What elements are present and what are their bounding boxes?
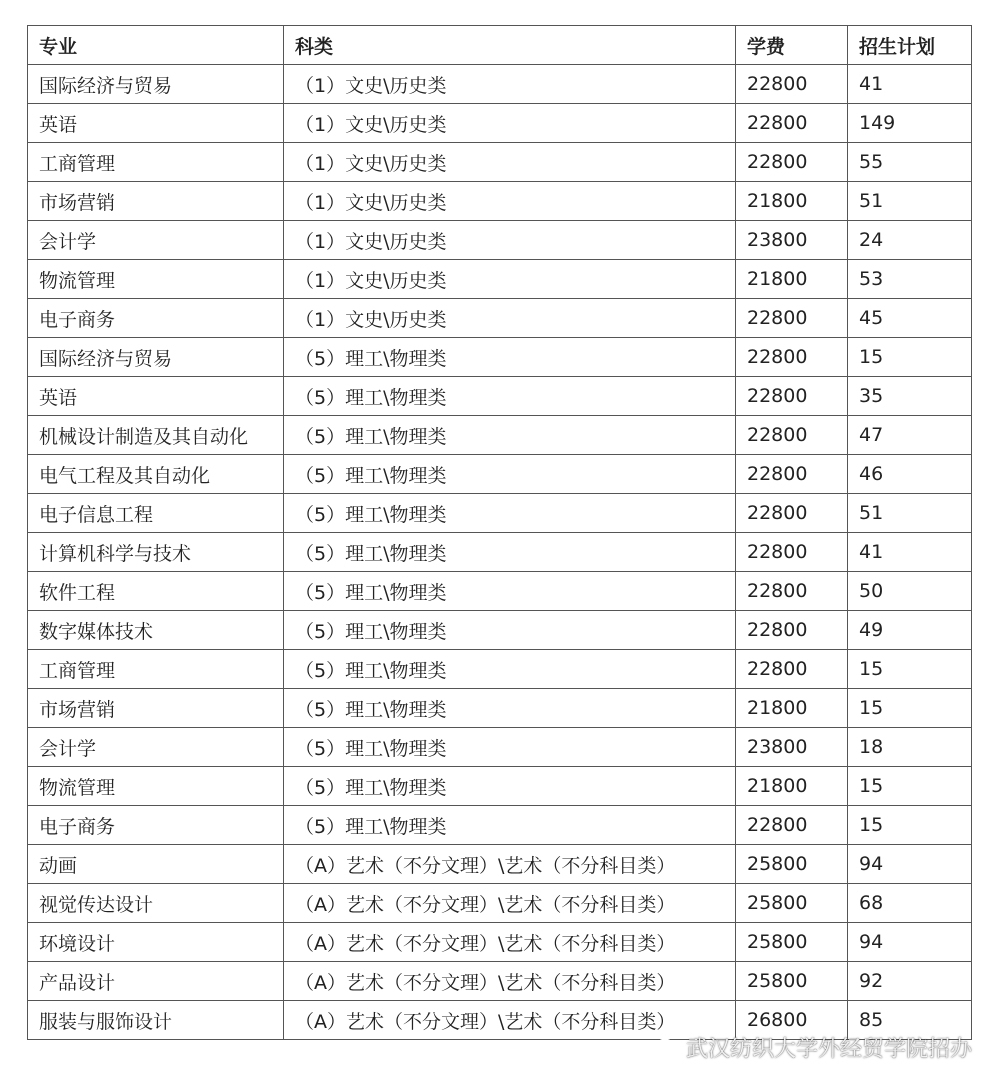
cell-plan: 18: [848, 728, 972, 767]
cell-major: 视觉传达设计: [28, 884, 284, 923]
cell-major: 服装与服饰设计: [28, 1001, 284, 1040]
table-row: [28, 533, 972, 572]
cell-major: 市场营销: [28, 689, 284, 728]
cell-plan: 92: [848, 962, 972, 1001]
cell-fee: 22800: [736, 65, 848, 104]
cell-major: 软件工程: [28, 572, 284, 611]
cell-fee: 25800: [736, 962, 848, 1001]
cell-plan: 149: [848, 104, 972, 143]
cell-fee: 23800: [736, 728, 848, 767]
table-row: [28, 260, 972, 299]
cell-major: 电子商务: [28, 299, 284, 338]
cell-major: 电气工程及其自动化: [28, 455, 284, 494]
cell-fee: 21800: [736, 260, 848, 299]
table-row: [28, 884, 972, 923]
cell-plan: 51: [848, 494, 972, 533]
cell-major: 数字媒体技术: [28, 611, 284, 650]
cell-category: （5）理工\物理类: [284, 455, 736, 494]
table-row: [28, 377, 972, 416]
cell-plan: 94: [848, 923, 972, 962]
cell-category: （1）文史\历史类: [284, 104, 736, 143]
table-row: [28, 962, 972, 1001]
cell-category: （1）文史\历史类: [284, 221, 736, 260]
cell-plan: 47: [848, 416, 972, 455]
cell-major: 计算机科学与技术: [28, 533, 284, 572]
cell-major: 电子信息工程: [28, 494, 284, 533]
table-row: [28, 845, 972, 884]
cell-plan: 15: [848, 806, 972, 845]
cell-category: （5）理工\物理类: [284, 377, 736, 416]
cell-fee: 22800: [736, 338, 848, 377]
cell-category: （5）理工\物理类: [284, 650, 736, 689]
table-row: [28, 143, 972, 182]
cell-category: （1）文史\历史类: [284, 143, 736, 182]
cell-plan: 68: [848, 884, 972, 923]
table-row: [28, 221, 972, 260]
header-major: 专业: [28, 26, 284, 65]
cell-category: （5）理工\物理类: [284, 338, 736, 377]
table-row: [28, 806, 972, 845]
header-category: 科类: [284, 26, 736, 65]
cell-plan: 41: [848, 533, 972, 572]
cell-category: （1）文史\历史类: [284, 299, 736, 338]
cell-fee: 22800: [736, 299, 848, 338]
cell-category: （5）理工\物理类: [284, 689, 736, 728]
cell-major: 工商管理: [28, 650, 284, 689]
cell-major: 会计学: [28, 221, 284, 260]
cell-category: （1）文史\历史类: [284, 65, 736, 104]
table-row: [28, 650, 972, 689]
table-row: [28, 338, 972, 377]
header-fee: 学费: [736, 26, 848, 65]
cell-category: （A）艺术（不分文理）\艺术（不分科目类）: [284, 1001, 736, 1040]
cell-category: （5）理工\物理类: [284, 533, 736, 572]
cell-plan: 46: [848, 455, 972, 494]
cell-major: 机械设计制造及其自动化: [28, 416, 284, 455]
cell-major: 电子商务: [28, 806, 284, 845]
cell-fee: 22800: [736, 104, 848, 143]
cell-fee: 25800: [736, 845, 848, 884]
table-row: [28, 728, 972, 767]
wechat-icon: [656, 1037, 680, 1059]
table-row: [28, 572, 972, 611]
cell-fee: 22800: [736, 533, 848, 572]
cell-major: 物流管理: [28, 767, 284, 806]
cell-fee: 26800: [736, 1001, 848, 1040]
cell-fee: 22800: [736, 455, 848, 494]
cell-fee: 22800: [736, 572, 848, 611]
cell-plan: 15: [848, 689, 972, 728]
cell-major: 英语: [28, 377, 284, 416]
table-row: [28, 923, 972, 962]
table-body: [28, 65, 972, 1040]
cell-category: （5）理工\物理类: [284, 494, 736, 533]
cell-plan: 15: [848, 338, 972, 377]
table-row: [28, 689, 972, 728]
cell-category: （5）理工\物理类: [284, 572, 736, 611]
table-row: [28, 65, 972, 104]
cell-fee: 23800: [736, 221, 848, 260]
cell-plan: 15: [848, 650, 972, 689]
cell-plan: 49: [848, 611, 972, 650]
table-row: [28, 182, 972, 221]
cell-major: 英语: [28, 104, 284, 143]
table-row: [28, 611, 972, 650]
cell-category: （A）艺术（不分文理）\艺术（不分科目类）: [284, 923, 736, 962]
cell-fee: 22800: [736, 806, 848, 845]
table-row: [28, 494, 972, 533]
cell-category: （A）艺术（不分文理）\艺术（不分科目类）: [284, 962, 736, 1001]
cell-fee: 25800: [736, 923, 848, 962]
cell-fee: 21800: [736, 689, 848, 728]
cell-plan: 50: [848, 572, 972, 611]
table-row: [28, 104, 972, 143]
cell-category: （5）理工\物理类: [284, 728, 736, 767]
cell-fee: 21800: [736, 182, 848, 221]
cell-plan: 94: [848, 845, 972, 884]
cell-fee: 22800: [736, 377, 848, 416]
cell-major: 国际经济与贸易: [28, 65, 284, 104]
table-row: [28, 455, 972, 494]
cell-plan: 85: [848, 1001, 972, 1040]
watermark-text: 武汉纺织大学外经贸学院招办: [685, 1037, 972, 1062]
cell-category: （A）艺术（不分文理）\艺术（不分科目类）: [284, 845, 736, 884]
cell-fee: 22800: [736, 416, 848, 455]
cell-fee: 22800: [736, 611, 848, 650]
table-row: [28, 299, 972, 338]
cell-plan: 24: [848, 221, 972, 260]
cell-major: 工商管理: [28, 143, 284, 182]
cell-category: （1）文史\历史类: [284, 260, 736, 299]
cell-fee: 21800: [736, 767, 848, 806]
cell-plan: 41: [848, 65, 972, 104]
admissions-table: [27, 25, 972, 1040]
cell-fee: 22800: [736, 143, 848, 182]
cell-plan: 51: [848, 182, 972, 221]
cell-major: 国际经济与贸易: [28, 338, 284, 377]
cell-category: （A）艺术（不分文理）\艺术（不分科目类）: [284, 884, 736, 923]
cell-major: 产品设计: [28, 962, 284, 1001]
cell-major: 环境设计: [28, 923, 284, 962]
cell-major: 市场营销: [28, 182, 284, 221]
cell-major: 会计学: [28, 728, 284, 767]
table-row: [28, 767, 972, 806]
cell-category: （5）理工\物理类: [284, 611, 736, 650]
cell-fee: 25800: [736, 884, 848, 923]
table-row: [28, 416, 972, 455]
cell-plan: 15: [848, 767, 972, 806]
table-header-row: [28, 26, 972, 65]
cell-plan: 45: [848, 299, 972, 338]
cell-category: （5）理工\物理类: [284, 416, 736, 455]
cell-category: （5）理工\物理类: [284, 806, 736, 845]
cell-plan: 55: [848, 143, 972, 182]
cell-category: （5）理工\物理类: [284, 767, 736, 806]
watermark: [656, 1032, 972, 1063]
cell-major: 物流管理: [28, 260, 284, 299]
header-plan: 招生计划: [848, 26, 972, 65]
cell-category: （1）文史\历史类: [284, 182, 736, 221]
cell-plan: 53: [848, 260, 972, 299]
cell-plan: 35: [848, 377, 972, 416]
cell-fee: 22800: [736, 650, 848, 689]
cell-fee: 22800: [736, 494, 848, 533]
cell-major: 动画: [28, 845, 284, 884]
